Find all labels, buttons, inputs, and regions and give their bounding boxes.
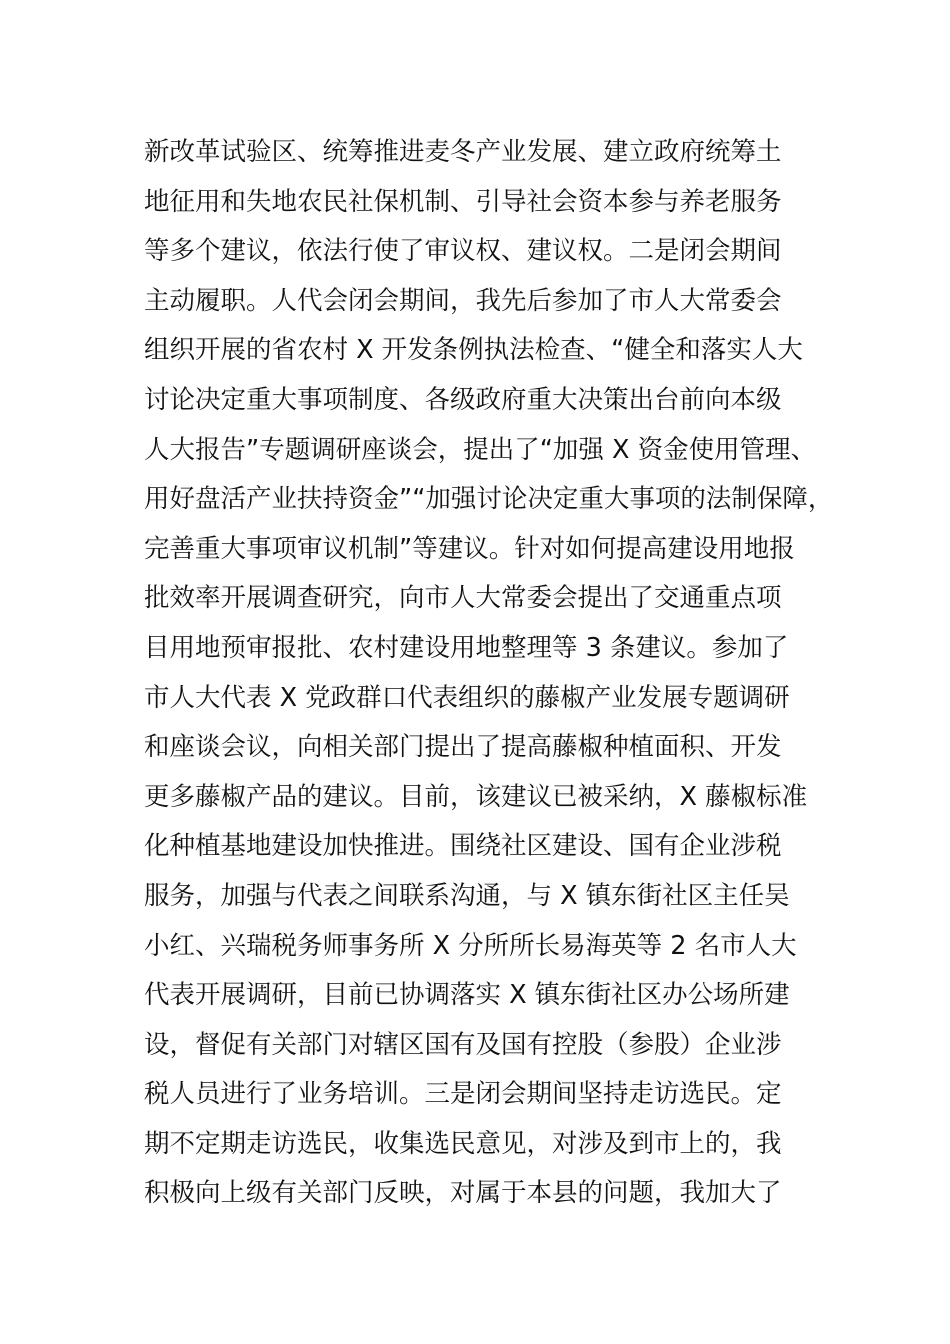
text-line: 期不定期走访选民，收集选民意见，对涉及到市上的，我 <box>144 1128 782 1159</box>
text-line: 讨论决定重大事项制度、各级政府重大决策出台前向本级 <box>144 384 782 415</box>
text-line: 等多个建议，依法行使了审议权、建议权。二是闭会期间 <box>144 236 782 267</box>
text-line: 积极向上级有关部门反映，对属于本县的问题，我加大了 <box>144 1178 782 1209</box>
text-line: 化种植基地建设加快推进。围绕社区建设、国有企业涉税 <box>144 831 782 862</box>
text-line: 新改革试验区、统筹推进麦冬产业发展、建立政府统筹土 <box>144 137 782 167</box>
text-line: 代表开展调研，目前已协调落实 X 镇东街社区办公场所建 <box>144 980 790 1011</box>
text-line: 服务，加强与代表之间联系沟通，与 X 镇东街社区主任吴 <box>144 880 790 911</box>
body-text <box>144 128 844 1219</box>
text-line: 设，督促有关部门对辖区国有及国有控股（参股）企业涉 <box>144 1029 782 1060</box>
text-line: 用好盘活产业扶持资金”“加强讨论决定重大事项的法制保障， <box>144 484 834 515</box>
text-line: 税人员进行了业务培训。三是闭会期间坚持走访选民。定 <box>144 1079 782 1110</box>
text-line: 组织开展的省农村 X 开发条例执法检查、“健全和落实人大 <box>144 335 803 366</box>
text-line: 人大报告”专题调研座谈会，提出了“加强 X 资金使用管理、 <box>144 434 817 465</box>
text-line: 地征用和失地农民社保机制、引导社会资本参与养老服务 <box>144 186 782 217</box>
text-line: 主动履职。人代会闭会期间，我先后参加了市人大常委会 <box>144 285 782 316</box>
text-line: 市人大代表 X 党政群口代表组织的藤椒产业发展专题调研 <box>144 682 790 713</box>
text-line: 和座谈会议，向相关部门提出了提高藤椒种植面积、开发 <box>144 732 782 763</box>
text-line: 批效率开展调查研究，向市人大常委会提出了交通重点项 <box>144 583 782 614</box>
text-line: 更多藤椒产品的建议。目前，该建议已被采纳，X 藤椒标准 <box>144 781 808 812</box>
text-line: 小红、兴瑞税务师事务所 X 分所所长易海英等 2 名市人大 <box>144 930 797 961</box>
text-line: 目用地预审报批、农村建设用地整理等 3 条建议。参加了 <box>144 632 789 663</box>
text-line: 完善重大事项审议机制”等建议。针对如何提高建设用地报 <box>144 533 795 564</box>
